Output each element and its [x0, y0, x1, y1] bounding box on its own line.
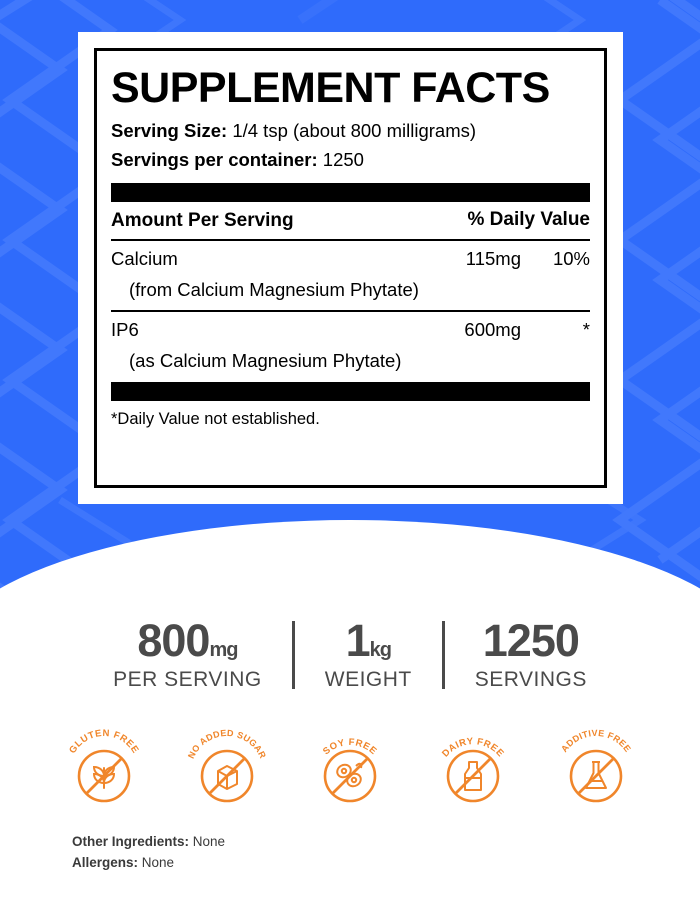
- bottom-thick-bar: [111, 382, 590, 401]
- stat-servings: [445, 615, 617, 692]
- supplement-facts-border: [94, 48, 607, 488]
- stat-label: PER SERVING: [113, 668, 262, 691]
- supplement-facts-panel: [78, 32, 623, 504]
- table-row: [111, 312, 590, 348]
- svg-text:SOY FREE: SOY FREE: [321, 736, 379, 758]
- allergens-value: None: [141, 854, 175, 870]
- stat-unit: kg: [369, 639, 391, 661]
- nutrient-name: IP6: [111, 318, 139, 340]
- badge-soy-free: [304, 718, 396, 810]
- allergens-label: Allergens:: [72, 854, 139, 870]
- amount-per-serving-header: Amount Per Serving: [111, 209, 294, 231]
- other-ingredients-line: [72, 832, 225, 853]
- daily-value-footnote: *Daily Value not established.: [111, 410, 320, 429]
- certification-badges: [0, 718, 700, 810]
- stat-value-wrap: [325, 615, 412, 666]
- stats-row: [0, 600, 700, 710]
- stat-label: WEIGHT: [324, 668, 412, 691]
- stat-value-wrap: [475, 615, 587, 666]
- servings-per-container-line: [111, 146, 590, 175]
- badge-no-added-sugar: [181, 718, 273, 810]
- badge-additive-free: [550, 718, 642, 810]
- table-row: [111, 241, 590, 277]
- serving-size-line: [111, 117, 590, 146]
- other-ingredients-value: None: [192, 834, 226, 849]
- nutrient-source-note: (as Calcium Magnesium Phytate): [129, 349, 402, 371]
- serving-size-value: 1/4 tsp (about 800 milligrams): [232, 120, 477, 142]
- allergens-line: [72, 853, 225, 874]
- nutrient-daily-value: 10%: [552, 248, 590, 270]
- badge-dairy-free: [427, 718, 519, 810]
- stat-unit: mg: [209, 639, 238, 661]
- svg-text:ADDITIVE FREE: ADDITIVE FREE: [559, 727, 633, 754]
- stat-value: 800: [137, 615, 210, 666]
- table-header-row: [111, 202, 590, 240]
- serving-size-label: Serving Size:: [111, 120, 228, 142]
- nutrient-amount: 115mg: [465, 248, 521, 270]
- svg-text:NO ADDED SUGAR: NO ADDED SUGAR: [185, 727, 269, 761]
- supplement-facts-title: SUPPLEMENT FACTS: [111, 64, 550, 112]
- svg-text:GLUTEN FREE: GLUTEN FREE: [67, 727, 141, 756]
- nutrient-name: Calcium: [111, 248, 178, 270]
- nutrient-daily-value: *: [582, 318, 590, 340]
- stat-value-wrap: [113, 615, 262, 666]
- servings-per-container-value: 1250: [322, 149, 364, 171]
- other-ingredients-label: Other Ingredients:: [72, 834, 190, 849]
- nutrient-amount: 600mg: [464, 318, 521, 340]
- servings-per-container-label: Servings per container:: [111, 149, 318, 171]
- stat-value: 1: [345, 615, 370, 666]
- top-thick-bar: [111, 183, 590, 202]
- stat-per-serving: [83, 615, 292, 692]
- daily-value-header: % Daily Value: [467, 208, 590, 230]
- stat-label: SERVINGS: [474, 668, 587, 691]
- stat-value: 1250: [482, 615, 579, 666]
- badge-gluten-free: [58, 718, 150, 810]
- svg-text:DAIRY FREE: DAIRY FREE: [440, 736, 506, 760]
- nutrient-source-note: (from Calcium Magnesium Phytate): [129, 279, 419, 301]
- bottom-info: [72, 832, 225, 874]
- stat-weight: [295, 615, 442, 692]
